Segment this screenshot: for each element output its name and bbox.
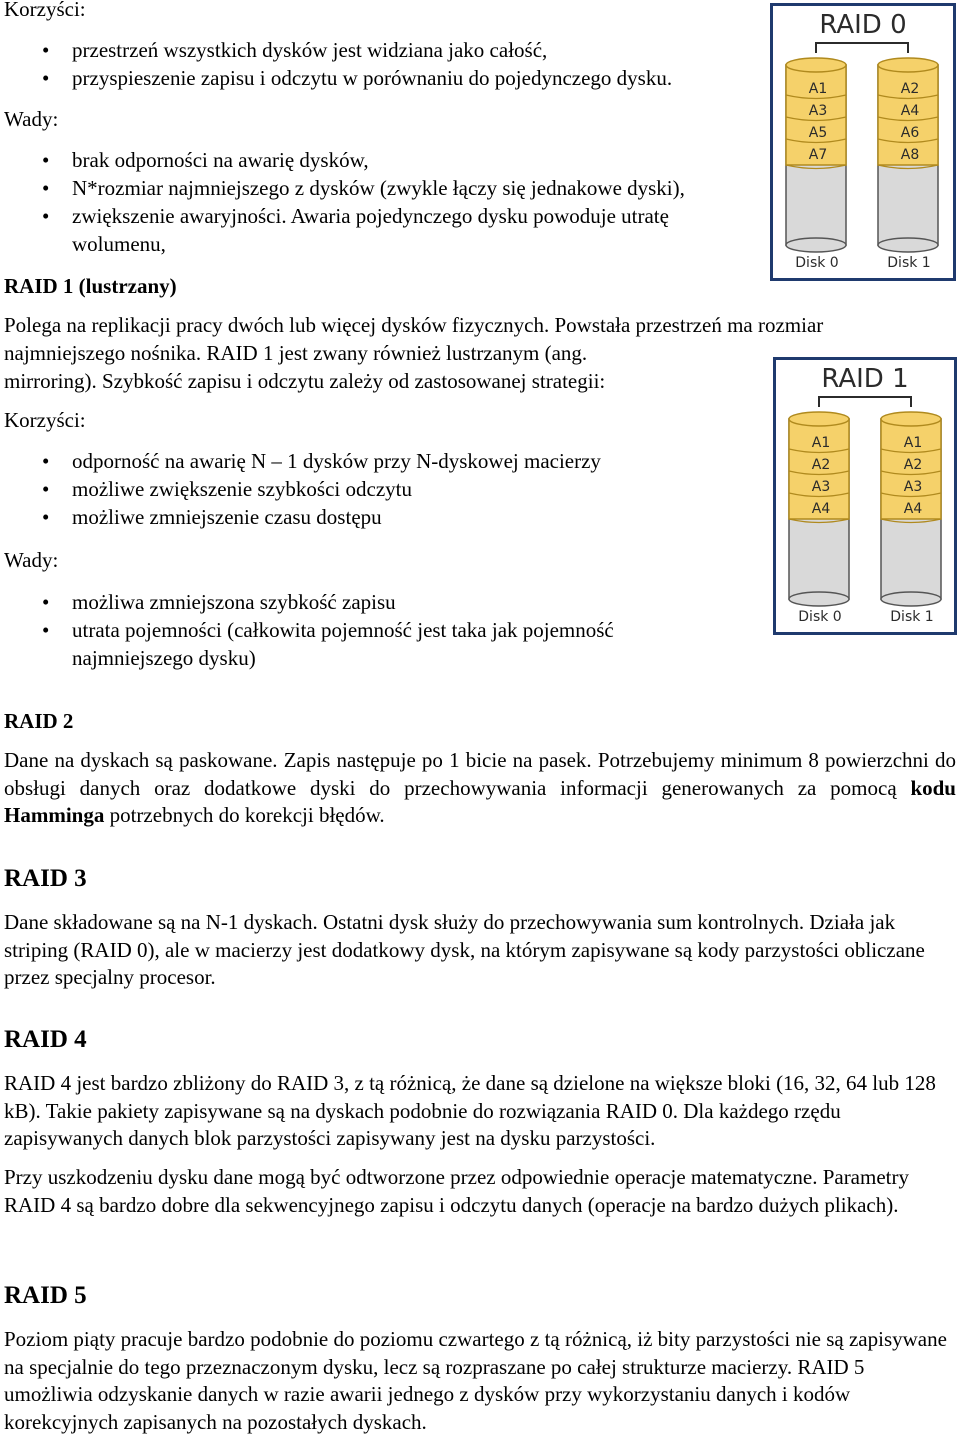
list-item: • możliwe zwiększenie szybkości odczytu — [42, 475, 601, 503]
raid1-intro-line: mirroring). Szybkość zapisu i odczytu zależy od zastosowanej strategii: — [4, 369, 606, 393]
raid2-heading: RAID 2 — [4, 709, 74, 733]
block-label: A4 — [811, 501, 831, 517]
raid1-wady-label: Wady: — [4, 548, 59, 572]
raid1-korzysci-list — [42, 447, 601, 531]
raid0-wady-list — [42, 146, 742, 258]
raid0-korzysci-list — [42, 36, 672, 92]
disk-0 — [786, 58, 846, 252]
raid1-intro-line: najmniejszego nośnika. RAID 1 jest zwany również lustrzanym (ang. — [4, 341, 588, 365]
disk-label: Disk 1 — [890, 609, 934, 625]
block-label: A3 — [903, 479, 923, 495]
list-item: • N*rozmiar najmniejszego z dysków (zwykle łączy się jednakowe dyski), — [42, 174, 742, 202]
raid4-heading: RAID 4 — [4, 1026, 87, 1053]
block-label: A1 — [811, 435, 831, 451]
block-label: A7 — [808, 147, 828, 163]
raid1-korzysci-label: Korzyści: — [4, 408, 86, 432]
raid1-intro-line: Polega na replikacji pracy dwóch lub więcej dysków fizycznych. Powstała przestrzeń ma rozmiar — [4, 313, 824, 337]
list-item: • przyspieszenie zapisu i odczytu w porównaniu do pojedynczego dysku. — [42, 64, 672, 92]
raid1-heading: RAID 1 (lustrzany) — [4, 274, 177, 298]
block-label: A3 — [808, 103, 828, 119]
list-item: • brak odporności na awarię dysków, — [42, 146, 742, 174]
raid2-paragraph — [4, 747, 956, 830]
block-label: A4 — [900, 103, 920, 119]
disk-1 — [881, 412, 941, 606]
block-label: A8 — [900, 147, 920, 163]
block-label: A2 — [903, 457, 923, 473]
disk-0 — [789, 412, 849, 606]
raid0-korzysci-label: Korzyści: — [4, 0, 86, 21]
raid3-heading: RAID 3 — [4, 865, 87, 892]
raid2-bold-term: kodu Hamminga — [4, 775, 956, 827]
list-item: • możliwa zmniejszona szybkość zapisu — [42, 588, 702, 616]
list-item: • możliwe zmniejszenie czasu dostępu — [42, 503, 601, 531]
block-label: A3 — [811, 479, 831, 495]
disk-label: Disk 0 — [798, 609, 842, 625]
disk-label: Disk 0 — [795, 255, 839, 271]
disk-1 — [878, 58, 938, 252]
disk-label: Disk 1 — [887, 255, 931, 271]
block-label: A4 — [903, 501, 923, 517]
block-label: A6 — [900, 125, 920, 141]
list-item: • zwiększenie awaryjności. Awaria pojedynczego dysku powoduje utratę wolumenu, — [42, 202, 742, 258]
raid0-wady-label: Wady: — [4, 107, 59, 131]
raid1-wady-list — [42, 588, 702, 672]
raid0-diagram — [770, 3, 956, 281]
block-label: A5 — [808, 125, 828, 141]
raid4-paragraph-2: Przy uszkodzeniu dysku dane mogą być odtworzone przez odpowiednie operacje matematyczne. Parametry RAID 4 są bardzo dobre dla sekwencyjnego zapisu i odczytu danych (operacje na bardzo dużych plikach). — [4, 1165, 909, 1217]
diagram-title: RAID 0 — [819, 10, 907, 40]
list-item: • odporność na awarię N – 1 dysków przy N-dyskowej macierzy — [42, 447, 601, 475]
block-label: A1 — [808, 81, 828, 97]
block-label: A2 — [811, 457, 831, 473]
raid3-paragraph: Dane składowane są na N-1 dyskach. Ostatni dysk służy do przechowywania sum kontrolnych. Działa jak striping (RAID 0), ale w macierzy jest dodatkowy dysk, na którym zapisywane są kody parzystości obliczane przez specjalny procesor. — [4, 910, 925, 989]
raid1-diagram — [773, 357, 957, 635]
raid4-paragraph: RAID 4 jest bardzo zbliżony do RAID 3, z tą różnicą, że dane są dzielone na większe bloki (16, 32, 64 lub 128 kB). Takie pakiety zapisywane są na dyskach podobnie do rozwiązania RAID 0. Dla każdego rzędu zapisywanych danych blok parzystości zapisywany jest na dysku parzystości. — [4, 1071, 936, 1150]
raid2-text-end: potrzebnych do korekcji błędów. — [104, 803, 385, 827]
raid5-heading: RAID 5 — [4, 1282, 87, 1309]
diagram-title: RAID 1 — [821, 364, 909, 394]
block-label: A2 — [900, 81, 920, 97]
list-item: • przestrzeń wszystkich dysków jest widziana jako całość, — [42, 36, 672, 64]
block-label: A1 — [903, 435, 923, 451]
list-item: • utrata pojemności (całkowita pojemność jest taka jak pojemność najmniejszego dysku) — [42, 616, 702, 672]
raid2-text: Dane na dyskach są paskowane. Zapis następuje po 1 bicie na pasek. Potrzebujemy minimum 8 powierzchni do obsługi danych oraz dodatkowe dyski do przechowywania informacji generowanych za pomocą — [4, 748, 956, 800]
raid5-paragraph: Poziom piąty pracuje bardzo podobnie do poziomu czwartego z tą różnicą, iż bity parzystości nie są zapisywane na specjalnie do tego przeznaczonym dysku, lecz są rozpraszane po całej strukturze macierzy. RAID 5 umożliwia odzyskanie danych w razie awarii jednego z dysków przy wykorzystaniu danych i kodów korekcyjnych zapisanych na pozostałych dyskach. — [4, 1327, 947, 1434]
